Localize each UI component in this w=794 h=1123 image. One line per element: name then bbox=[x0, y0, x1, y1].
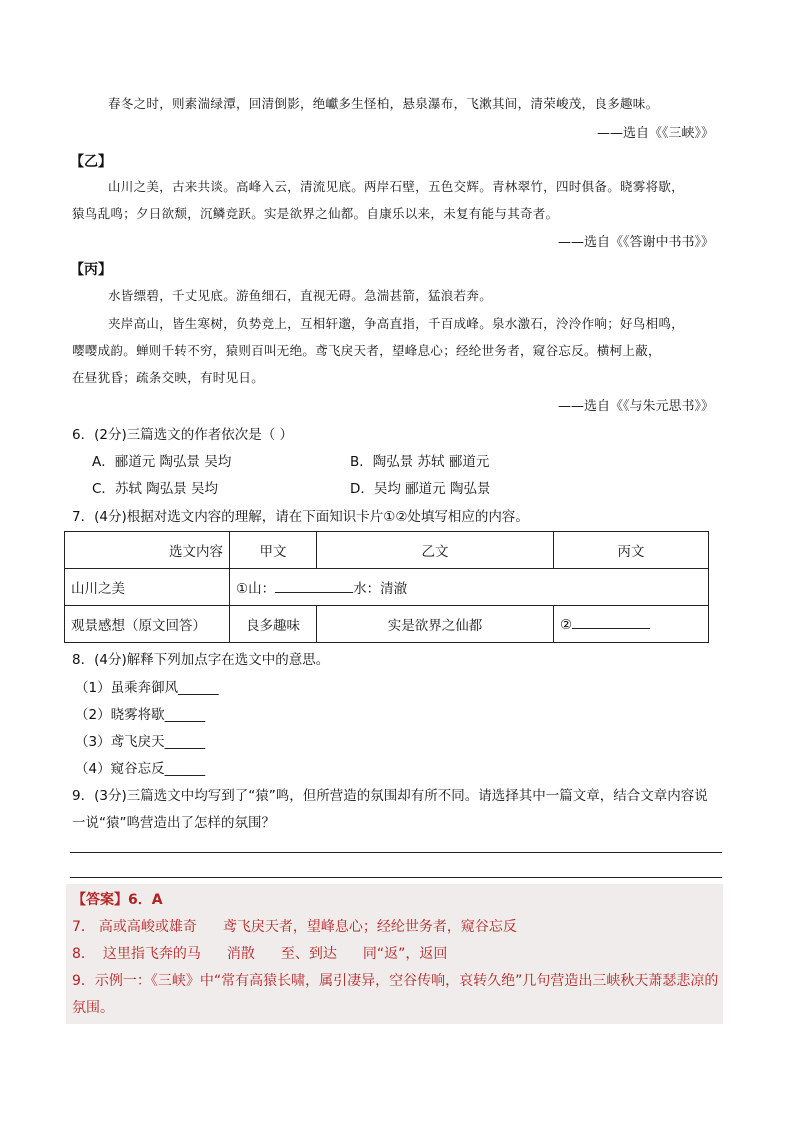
question-8-item: （4）窥谷忘反______ bbox=[75, 761, 206, 777]
answer-line bbox=[70, 877, 722, 878]
header-cell: 选文内容 bbox=[65, 532, 230, 569]
answer-line bbox=[70, 852, 722, 853]
table-row bbox=[65, 606, 709, 643]
question-9-stem: 一说“猿”鸣营造出了怎样的氛围？ bbox=[72, 815, 275, 831]
option-a: A．郦道元 陶弘景 吴均 bbox=[92, 454, 232, 470]
table-row bbox=[65, 569, 709, 606]
jia-source: ——选自《《三峡》》 bbox=[596, 126, 714, 141]
header-cell: 丙文 bbox=[554, 532, 709, 569]
answer-6: 6．A bbox=[128, 892, 163, 908]
row-label: 山川之美 bbox=[65, 569, 230, 606]
bing-heading: 【丙】 bbox=[70, 262, 112, 278]
answer-7-part2: 鸢飞戾天者，望峰息心；经纶世务者，窥谷忘反 bbox=[222, 919, 517, 935]
option-b: B．陶弘景 苏轼 郦道元 bbox=[350, 454, 490, 470]
yi-heading: 【乙】 bbox=[70, 154, 112, 170]
answer-8 bbox=[72, 943, 447, 963]
header-cell: 乙文 bbox=[317, 532, 554, 569]
bing-passage-line: 水皆缥碧，千丈见底。游鱼细石，直视无碍。急湍甚箭，猛浪若奔。 bbox=[108, 288, 493, 303]
blank-2-label: ② bbox=[560, 617, 573, 633]
question-6-stem: 6．(2分)三篇选文的作者依次是（ ） bbox=[72, 427, 294, 443]
yi-source: ——选自《《答谢中书书》》 bbox=[557, 235, 714, 250]
question-8-stem: 8．(4分)解释下列加点字在选文中的意思。 bbox=[72, 652, 330, 668]
option-d: D．吴均 郦道元 陶弘景 bbox=[350, 481, 491, 497]
bing-passage-line: 嘤嘤成韵。蝉则千转不穷，猿则百叫无绝。鸢飞戾天者，望峰息心；经纶世务者，窥谷忘反。横柯上蔽， bbox=[72, 343, 661, 358]
answer-9-line: 9．示例一：《三峡》中“常有高猿长啸，属引凄异，空谷传响，哀转久绝”几句营造出三峡秋天萧瑟悲凉的 bbox=[72, 973, 719, 989]
question-8-item: （2）晓雾将歇______ bbox=[75, 707, 206, 723]
bing-passage-line: 在昼犹昏；疏条交映，有时见日。 bbox=[72, 370, 265, 385]
yi-passage-line: 山川之美，古来共谈。高峰入云，清流见底。两岸石壁，五色交辉。青林翠竹，四时俱备。晓雾将歇， bbox=[108, 179, 685, 194]
yi-feeling-cell: 实是欲界之仙都 bbox=[317, 606, 554, 643]
jia-feeling-cell: 良多趣味 bbox=[230, 606, 317, 643]
answer-8-part1: 这里指飞奔的马 bbox=[102, 946, 201, 962]
answer-7-part1: 高或高峻或雄奇 bbox=[98, 919, 197, 935]
answer-7-number: 7． bbox=[72, 919, 95, 935]
row-label: 观景感想（原文回答） bbox=[65, 606, 230, 643]
answer-8-part4: 同“返”，返回 bbox=[362, 946, 448, 962]
question-7-stem: 7．(4分)根据对选文内容的理解，请在下面知识卡片①②处填写相应的内容。 bbox=[72, 509, 529, 525]
yi-passage-line: 猿鸟乱鸣；夕日欲颓，沉鳞竞跃。实是欲界之仙都。自康乐以来，未复有能与其奇者。 bbox=[72, 206, 559, 221]
jia-passage-line: 春冬之时，则素湍绿潭，回清倒影，绝巘多生怪柏，悬泉瀑布，飞漱其间，清荣峻茂，良多趣味。 bbox=[108, 96, 659, 111]
question-9-stem: 9．(3分)三篇选文中均写到了“猿”鸣，但所营造的氛围却有所不同。请选择其中一篇文章，结合文章内容说 bbox=[72, 788, 708, 804]
answer-9-line: 氛围。 bbox=[72, 1000, 114, 1016]
question-8-item: （1）虽乘奔御风______ bbox=[75, 680, 219, 696]
answer-tag: 【答案】 bbox=[72, 892, 128, 908]
blank-2-input[interactable] bbox=[572, 615, 650, 629]
blank-1-input[interactable] bbox=[275, 579, 353, 593]
water-label: 水：清澈 bbox=[353, 581, 408, 597]
bing-source: ——选自《《与朱元思书》》 bbox=[557, 399, 714, 414]
bing-passage-line: 夹岸高山，皆生寒树，负势竞上，互相轩邈，争高直指，千百成峰。泉水激石，泠泠作响；好鸟相鸣， bbox=[108, 316, 685, 331]
mountain-label: ①山： bbox=[236, 581, 276, 597]
table-header-row bbox=[65, 532, 709, 569]
answer-8-number: 8． bbox=[72, 946, 95, 962]
answer-8-part3: 至、到达 bbox=[280, 946, 337, 962]
answer-7 bbox=[72, 916, 517, 936]
option-c: C．苏轼 陶弘景 吴均 bbox=[92, 481, 219, 497]
bing-feeling-cell bbox=[554, 606, 709, 643]
knowledge-card-table bbox=[64, 531, 709, 643]
question-8-item: （3）鸢飞戾天______ bbox=[75, 734, 206, 750]
mountain-water-cell bbox=[230, 569, 709, 606]
answer-8-part2: 消散 bbox=[226, 946, 255, 962]
answer-label bbox=[72, 889, 163, 909]
header-cell: 甲文 bbox=[230, 532, 317, 569]
